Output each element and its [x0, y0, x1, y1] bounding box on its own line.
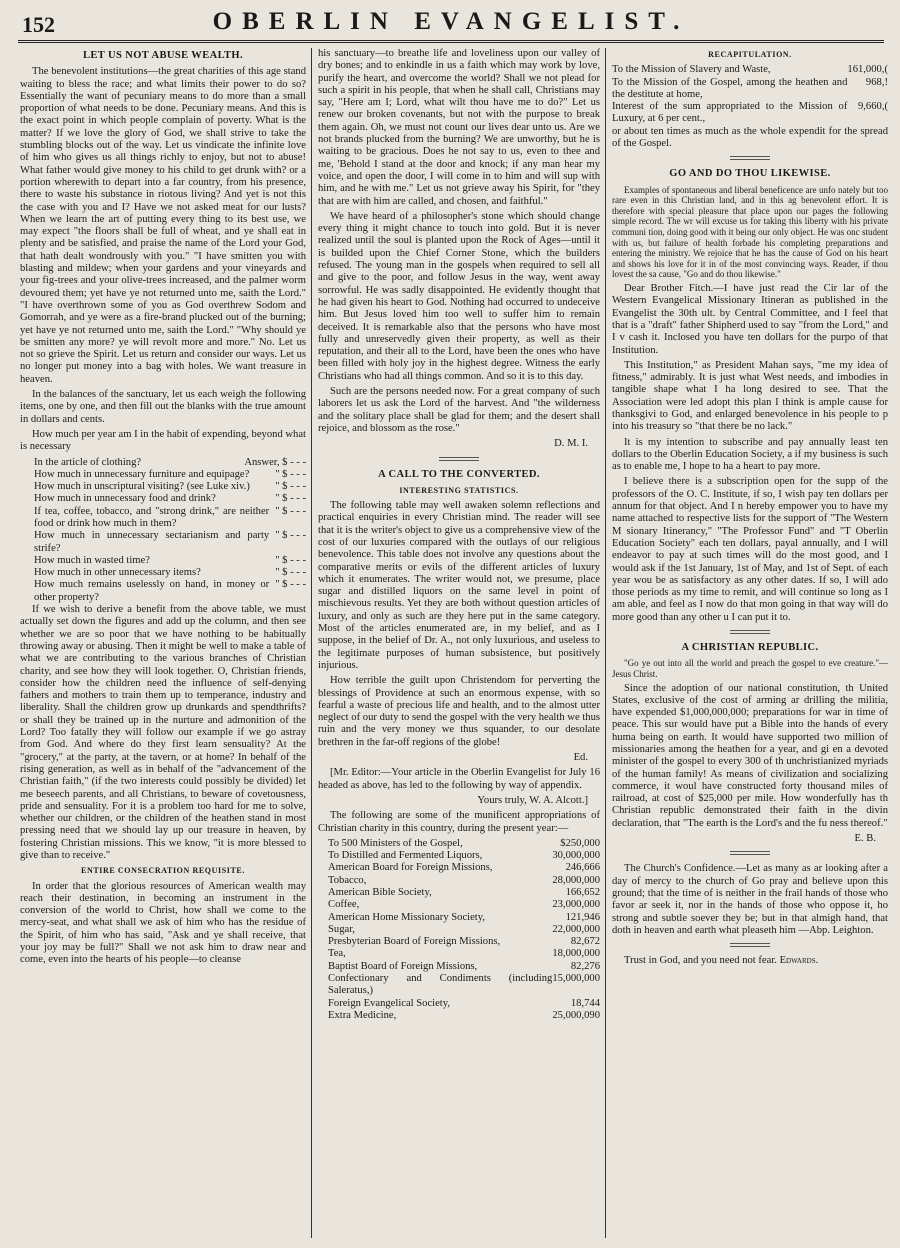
table-amount: 161,000,(: [847, 64, 888, 76]
paragraph: The following are some of the munificent appropriations of Christian charity in this country, during the present year:—: [318, 810, 600, 834]
question: If tea, coffee, tobacco, and "strong drink," are neither food or drink how much in them?: [34, 505, 270, 529]
table-amount: 968,!: [865, 76, 888, 88]
table-row: [612, 77, 888, 102]
signature: E. B.: [854, 833, 876, 845]
question: How much in unnecessary furniture and equipage?: [34, 468, 250, 480]
paragraph: We have heard of a philosopher's stone which should change every thing it might chance to touch into gold. But it is never realized until the soul is planted upon the Rock of Ages—until it is builded upon the Chief Corner Stone, which the builders refused. The young man in the gospels when required to sell all and give to the poor, and follow Jesus in the way, went away sorrowful. He was sadly disappointed. He evidently thought that he had given his heart to God. Nothing had occurred to undeceive him. But Jesus loved him too well to suffer him to remain deceived. It is remarkable also that the persons who have most fully and unreservedly given their property, as well as their reputation, and their all to the Lord, have been the ones who have been filled with holy joy in the highest degree. Witness the early Christians who had all things common. And so it is to this day.: [318, 210, 600, 382]
question-row: [20, 481, 306, 493]
table-amount: $250,000: [560, 837, 600, 849]
table-item: Foreign Evangelical Society,: [328, 997, 450, 1009]
answer-blank: " $ - - -: [275, 493, 306, 505]
divider: [730, 630, 770, 634]
table-row: [318, 1010, 600, 1022]
column-rule: [311, 48, 312, 1238]
table-amount: 246,666: [565, 862, 600, 874]
paragraph: In the balances of the sanctuary, let us each weigh the following items, one by one, and then fill out the blanks with the true amount in dollars and cents.: [20, 389, 306, 425]
signature: D. M. I.: [554, 438, 588, 450]
table-row: [318, 850, 600, 862]
subheading: INTERESTING STATISTICS.: [399, 485, 519, 495]
table-row: [318, 862, 600, 874]
question: How much in unnecessary food and drink?: [34, 493, 216, 505]
table-amount: 22,000,000: [552, 923, 600, 935]
closing-text: Trust in God, and you need not fear.: [624, 955, 777, 967]
table-item: To the Mission of Slavery and Waste,: [612, 64, 771, 76]
question-row: [20, 555, 306, 567]
masthead: [18, 6, 884, 43]
expense-table: [318, 838, 600, 1022]
table-amount: 121,946: [565, 911, 600, 923]
table-row: [318, 875, 600, 887]
question-row: [20, 530, 306, 555]
article-heading: A CALL TO THE CONVERTED.: [378, 468, 540, 480]
paragraph: The following table may well awaken solemn reflections and practical enquiries in every Christian mind. The reader will see that it is the writer's object to give us a comprehensive view of the cost of our luxuries compared with the outlays of our religious benevolence. This table does not involve any questions about the comparative merits or evils of the different articles of luxury which it enumerates. The writer would not, we presume, place sugar and distilled liquors on the same level in point of mischievous results. Yet they are both without question articles of luxury, and only as such are they here put in the same category. Most of the articles enumerated are, in my belief, and as I suppose, in the belief of Dr. A., not only luxurious, and useless to the legitimate purposes of human subsistence, but positively injurious.: [318, 500, 600, 671]
paragraph: The benevolent institutions—the great charities of this age stand waiting to bless the race; and what limits their power to do so? Essentially the want of pecuniary means to do more than a small proportion of what needs to be done. Pecuniary means. And this is the exact point in which people complain of poverty. What is the matter? If we love the glory of God, we shall strive to take the stumbling blocks out of the way. Let us vindicate the infinite love of him who gives us all things richly to enjoy, but not to abuse! What father would give money to his child to get drunk with? or a portion wherewith to depart into a far country, from his presence, there to waste his substance in riotous living? And yet is not this the case with you and I? Have we not asked meat for our lusts? When we learn the art of putting every thing to its best use, we may expect "the floors shall be full of wheat, and ye shall eat in plenty and be satisfied, and praise the name of the Lord your God, that hath dealt wondrously with you." "I have smitten you with blasting and mildew; when your gardens and your vineyards and your fig-trees and your olive-trees increased, and the palmer worm devoured them; yet have ye not returned unto me, saith the Lord." "I have overthrown some of you as God overthrew Sodom and Gomorrah, and ye were as a fire-brand plucked out of the burning; yet have ye not returned unto me, saith the Lord." "Why should ye be smitten any more? ye will revolt more and more." No. Let us not so grieve the Spirit. Let us return and consider our ways. Let us no longer put money into a bag with holes. We want treasure in heaven.: [20, 66, 306, 385]
table-item: Confectionary and Condiments (including Saleratus,): [328, 973, 553, 997]
divider: [439, 457, 479, 461]
intro-paragraph: Examples of spontaneous and liberal beneficence are unfo nately but too rare even in this Christian land, and in this ag benevolent effort. It is therefore with special pleasure that place upon our pages the following simple record. The wr will excuse us for taking this liberty with his private communi tion, doing good with it being our only object. He was onc student with us, but failure of health forbade his completing preparations and entering the ministry. We rejoice that he has the cause of God on his heart and shows his love for it in of the most convincing ways. Reader, if thou lovest the sa cause, "Go and do thou likewise.": [612, 184, 888, 280]
question: How much remains uselessly on hand, in money or other property?: [34, 579, 270, 603]
table-item: To Distilled and Fermented Liquors,: [328, 850, 483, 862]
page-number: 152: [22, 12, 55, 37]
article-heading: LET US NOT ABUSE WEALTH.: [82, 50, 244, 61]
answer-blank: " $ - - -: [275, 505, 306, 517]
question: How much in unnecessary sectarianism and party strife?: [34, 530, 270, 554]
answer-blank: " $ - - -: [275, 554, 306, 566]
table-item: Presbyterian Board of Foreign Missions,: [328, 936, 501, 948]
table-item: Sugar,: [328, 923, 355, 935]
paragraph: If we wish to derive a benefit from the above table, we must actually set down the figures and add up the column, and then see whether we are so poor that we have nothing to be habitually throwing away or abusing. Then it might be well to make a table of what we are contributing to the various branches of Christian charity, and see how they will look together. O, Christian friends, consider how the children need the influence of self-denying fathers and mothers to train them up to temperance, industry and liberality. Shall the children grow up drunkards and spendthrifts? or shall they be trained up in the nurture and admonition of the Lord? Too fatally they will follow our example if we go astray from God. And where do they first learn sensuality? At the "grocery," at the party, at the tavern, or at home? In behalf of the rising generation, as well as in behalf of the "advancement of the Christian faith," (if the two interests could possibly be divided) let me beseech parents, and all Christians, to beware of covetousness, pride and sensuality. For it is a problem too hard for me to solve, whether our children, or the children of the heathen stand in most pressing need that we should lay up our treasure in heaven, by fostering Christian missions. This we know, "it is more blessed to give than to receive.": [20, 604, 306, 861]
question: In the article of clothing?: [34, 456, 142, 468]
paragraph: It is my intention to subscribe and pay annually least ten dollars to the Oberlin Education Society, a if my business is such as to enable me, I hope to ha a heart to pay more.: [612, 436, 888, 473]
table-item: American Board for Foreign Missions,: [328, 862, 493, 874]
table-item: Tea,: [328, 948, 346, 960]
question-row: [20, 567, 306, 579]
table-row: [318, 924, 600, 936]
paper-title: OBERLIN EVANGELIST.: [212, 8, 690, 35]
paragraph: In order that the glorious resources of American wealth may reach their destination, in becoming an instrument in the conversion of the world to Christ, how shall we come to the mercy-seat, and what shall we ask of him who has the residue of the Spirit, of him who has said, "Ask and ye shall receive, that your joy may be full?" Shall we not ask him to draw near and come, even into the hearts of his people—to cleanse: [20, 880, 306, 966]
closing-line: [612, 955, 888, 967]
table-row: [318, 948, 600, 960]
table-row: [318, 899, 600, 911]
paragraph: How much per year am I in the habit of expending, beyond what is necessary: [20, 428, 306, 453]
table-amount: 166,652: [565, 887, 600, 898]
table-row: [318, 961, 600, 973]
table-row: [318, 887, 600, 899]
table-item: Interest of the sum appropriated to the Mission of Luxury, at 6 per cent.,: [612, 101, 848, 125]
table-item: Baptist Board of Foreign Missions,: [328, 960, 478, 972]
question-row: [20, 506, 306, 531]
table-item: Tobacco,: [328, 874, 367, 886]
paragraph: I believe there is a subscription open for the supp of the professors of the O. C. Institute, if so, I wish pay ten dollars per annum for that object. And I n hereby empower you to have my name attached to respective lists for the support of "The Western M sionary Itinerancy," "The Professor Fund" and "T Oberlin Education Society" each ten dollars, payal annually, and I will endeavor to pay at such times will do the most good, and I would ask if the 1st January, 1st of May, and 1st of Sept. of each year wou be as satisfactory as any other dates. If so, I will ado those periods as my time to remit, and will continue so long as I am able, and feel as I now do that mon going in that way will do more good than any other u I can put it to.: [612, 476, 888, 623]
question-list: [20, 457, 306, 605]
closing-signature: Edwards.: [779, 955, 819, 967]
answer-blank: " $ - - -: [275, 579, 306, 591]
subheading: ENTIRE CONSECRATION REQUISITE.: [81, 866, 245, 876]
table-item: Coffee,: [328, 899, 360, 911]
motto: "Go ye out into all the world and preach the gospel to eve creature."—Jesus Christ.: [612, 658, 888, 679]
paragraph: The Church's Confidence.—Let as many as ar looking after a day of mercy to the church of Go pray and believe upon this ground; that the time of is neither in the frail hands of those who favor ar seek it, nor in the hands of those who oppose it, ho strong and subtle soever they be; but in that almigh hand, that doth in heaven and earth what pleaseth him —Abp. Leighton.: [612, 863, 888, 936]
article-heading: A CHRISTIAN REPUBLIC.: [681, 642, 819, 654]
table-amount: 9,660,(: [857, 101, 888, 113]
answer-blank: " $ - - -: [275, 468, 306, 480]
table-amount: 82,672: [570, 936, 600, 948]
question-row: [20, 493, 306, 505]
table-item: To 500 Ministers of the Gospel,: [328, 837, 463, 849]
table-row: [318, 936, 600, 948]
table-row: [612, 101, 888, 126]
signature: Yours truly, W. A. Alcott.]: [477, 794, 588, 806]
column-1: [20, 48, 306, 1240]
answer-blank: " $ - - -: [275, 567, 306, 579]
paragraph: Since the adoption of our national constitution, th United States, exclusive of the cost of arming ar drilling the militia, have expended $1,000,000,000; preparations for war in time of peace. This sur would have put a Bible into the hands of every huma being on earth. It would have supported two million of missionaries among the heathen for a year, and gi en a devoted minister of the gospel to every 300 of th unchristianized myriads of the human family! As means of civilization and socializing commerce, it woul have constructed forty thousand miles of railroad, at cost of $25,000 per mile. How wonderfully has th Christian republic demonstrated their faith in the divin declaration, that "The earth is the Lord's and the fu ness thereof.": [612, 682, 888, 829]
column-rule: [605, 48, 606, 1238]
question-row: [20, 579, 306, 604]
table-item: Extra Medicine,: [328, 1009, 397, 1021]
column-2: [318, 48, 600, 1240]
table-row: [318, 973, 600, 998]
table-row: [318, 838, 600, 850]
answer-blank: " $ - - -: [275, 481, 306, 493]
question-row: [20, 457, 306, 469]
table-amount: 15,000,000: [552, 973, 600, 985]
answer-blank: Answer, $ - - -: [244, 456, 306, 468]
table-row: [318, 998, 600, 1010]
paragraph: This Institution," as President Mahan says, "me my idea of fitness," admirably. It is just what West needs, and imbodies in tangible shape what I ha long desired to see. That the Association were led adopt this plan I think is ample cause for thanksgivi to God, and enlarged benevolence in his people to p into his treasury so "that there be no lack.": [612, 359, 888, 433]
table-row: [318, 912, 600, 924]
table-amount: 18,744: [570, 997, 600, 1009]
paragraph: his sanctuary—to breathe life and loveliness upon our valley of dry bones; and to enkindle in us a faith which may work by love, purify the heart, and overcome the world? Shall we not plead for such a spirit in his people, that when he shall call, Christians may say, "Here am I; Lord, what wilt thou have me to do?" Let us renew our broken covenants, but not with the purpose to break them again. Oh, we must not count our lives dear unto us. Are we not brands plucked from the burning? We are unworthy, but he is waiting to be gracious. Does he not say to us, even to thee and me, 'Behold I stand at the door and knock; if any man hear my voice, and open the door, I will come in to him and will sup with him, and he with me." Let us not grieve away his Spirit, for "they that are with him are called, and chosen, and faithful.": [318, 48, 600, 207]
question: How much in wasted time?: [34, 554, 150, 566]
column-3: [612, 48, 888, 1240]
article-heading: GO AND DO THOU LIKEWISE.: [669, 168, 831, 180]
question: How much in other unnecessary items?: [34, 567, 201, 579]
paragraph: Such are the persons needed now. For a great company of such laborers let us ask the Lord of the harvest. And "the wilderness and the solitary place shall be glad for them; and the desert shall rejoice, and blossom as the rose.": [318, 386, 600, 434]
table-amount: 30,000,000: [552, 850, 600, 862]
table-amount: 23,000,000: [552, 899, 600, 911]
table-amount: 82,276: [570, 960, 600, 972]
divider: [730, 156, 770, 160]
table-row: [612, 64, 888, 76]
recap-table: [612, 64, 888, 125]
question: How much in unscriptural visiting? (see Luke xiv.): [34, 481, 250, 493]
paragraph: How terrible the guilt upon Christendom for perverting the blessings of Providence at such an enormous expense, with so fearful a waste of precious life and health, and to the almost utter neglect of our duty to send the gospel with the very health we thus ruin and the very money we thus squander, to our desolate brethren in the far-off regions of the globe!: [318, 675, 600, 748]
answer-blank: " $ - - -: [275, 530, 306, 542]
table-amount: 18,000,000: [552, 948, 600, 960]
divider: [730, 943, 770, 947]
signature: Ed.: [573, 752, 588, 764]
table-item: American Home Missionary Society,: [328, 911, 486, 923]
paragraph: [Mr. Editor:—Your article in the Oberlin Evangelist for July 16 headed as above, has led to the following by way of appendix.: [318, 767, 600, 791]
question-row: [20, 469, 306, 481]
table-item: To the Mission of the Gospel, among the heathen and the destitute at home,: [612, 76, 848, 100]
paragraph: Dear Brother Fitch.—I have just read the Cir lar of the Western Evangelical Missionary Itineran as published in the Evangelist the 30th ult. by Central Committee, and I feel that that is a "draft" father Shipherd used to say "from the Lord," and I v cash it. Inclosed you have ten dollars for the purpo of that Institution.: [612, 283, 888, 356]
table-amount: 28,000,000: [552, 874, 600, 886]
paragraph: or about ten times as much as the whole expendit for the spread of the Gospel.: [612, 125, 888, 150]
subheading: RECAPITULATION.: [708, 50, 792, 59]
table-item: American Bible Society,: [328, 887, 432, 898]
table-amount: 25,000,090: [552, 1009, 600, 1021]
divider: [730, 851, 770, 855]
